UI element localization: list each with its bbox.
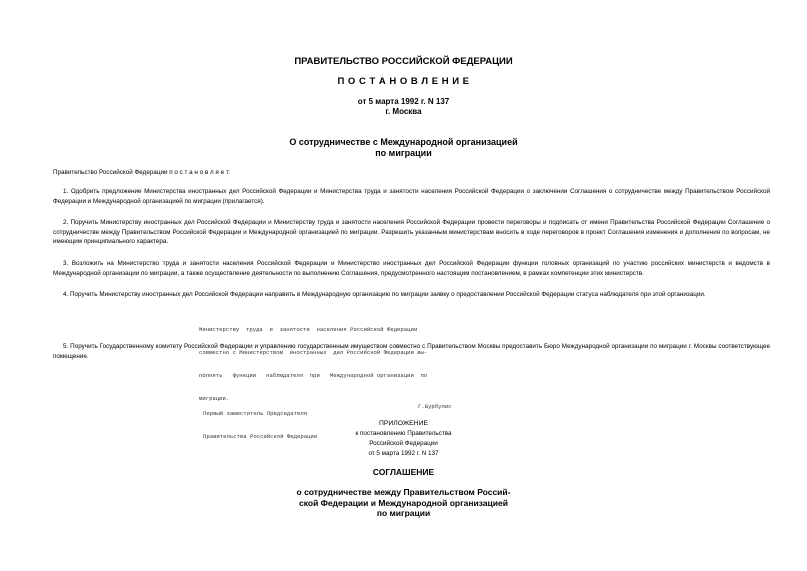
resolution-title-line2: по миграции: [375, 148, 432, 158]
paragraph-2: 2. Поручить Министерству иностранных дел Российской Федерации и Министерству труда и занятости населения Российской Федерации провести переговоры и подписать от имени Правительства Российской Федерации Соглашение о сотрудничестве между Правительством Российской Федерации и Международной организацией по миграции. Разрешить указанным министерствам вносить в ходе переговоров в проект Соглашения изменения и дополнения по вопросам, не имеющим принципиального характера.: [53, 219, 770, 246]
signature-line1: Первый заместитель Председателя: [203, 410, 308, 418]
date-number: от 5 марта 1992 г. N 137: [357, 97, 450, 106]
intro-text: Правительство Российской Федерации п о с т а н о в л я е т:: [53, 169, 231, 176]
agreement-line1: о сотрудничестве между Правительством Россий-: [296, 487, 511, 497]
city: г. Москва: [385, 107, 422, 116]
agreement-line3: по миграции: [376, 508, 431, 518]
mono-line: миграции.: [199, 394, 230, 402]
paragraph-4: 4. Поручить Министерству иностранных дел Российской Федерации направить в Международную организацию по миграции заявку о предоставлении Российской Федерации статуса наблюдателя при этой организации.: [63, 291, 706, 298]
signature-line2: Правительства Российской Федерации: [203, 432, 318, 440]
appendix-label: ПРИЛОЖЕНИЕ: [378, 420, 429, 427]
government-heading: ПРАВИТЕЛЬСТВО РОССИЙСКОЙ ФЕДЕРАЦИИ: [294, 56, 513, 67]
doc-type-heading: П О С Т А Н О В Л Е Н И Е: [337, 76, 470, 87]
paragraph-5: 5. Поручить Государственному комитету Российской Федерации и управлению государственным имуществом совместно с Правительством Москвы предоставить Бюро Международной организации по миграции г. Москвы соответствующее помещение.: [53, 343, 770, 360]
paragraph-1: 1. Одобрить предложение Министерства иностранных дел Российской Федерации и Министерства труда и занятости населения Российской Федерации о заключении Соглашения о сотрудничестве между Правительством Российской Федерации и Международной организацией по миграции (прилагается).: [53, 188, 770, 205]
resolution-title-line1: О сотрудничестве с Международной организацией: [289, 137, 518, 147]
agreement-title: СОГЛАШЕНИЕ: [372, 467, 435, 477]
mono-line: Министерству труда и занятости населения Российской Федерации: [199, 326, 418, 334]
paragraph-3: 3. Возложить на Министерство труда и занятости населения Российской Федерации и Министерство иностранных дел Российской Федерации функции головных организаций по участию российских министерств и ведомств в Международной организации по миграции, а также осуществление деятельности по выполнению Соглашения, предусмотренного настоящим постановлением, в рамках компетенции этих министерств.: [53, 260, 770, 277]
mono-line: полнять функции наблюдателя при Международной организации по: [199, 371, 428, 379]
appendix-line1: к постановлению Правительства: [355, 430, 452, 437]
mono-line: совместно с Министерством иностранных дел Российской Федерации вы-: [199, 348, 428, 356]
appendix-line2: Российской Федерации: [369, 440, 438, 447]
agreement-line2: ской Федерации и Международной организацией: [299, 497, 508, 508]
signature-name: Г.Бурбулис: [418, 402, 452, 410]
appendix-line3: от 5 марта 1992 г. N 137: [368, 450, 439, 457]
